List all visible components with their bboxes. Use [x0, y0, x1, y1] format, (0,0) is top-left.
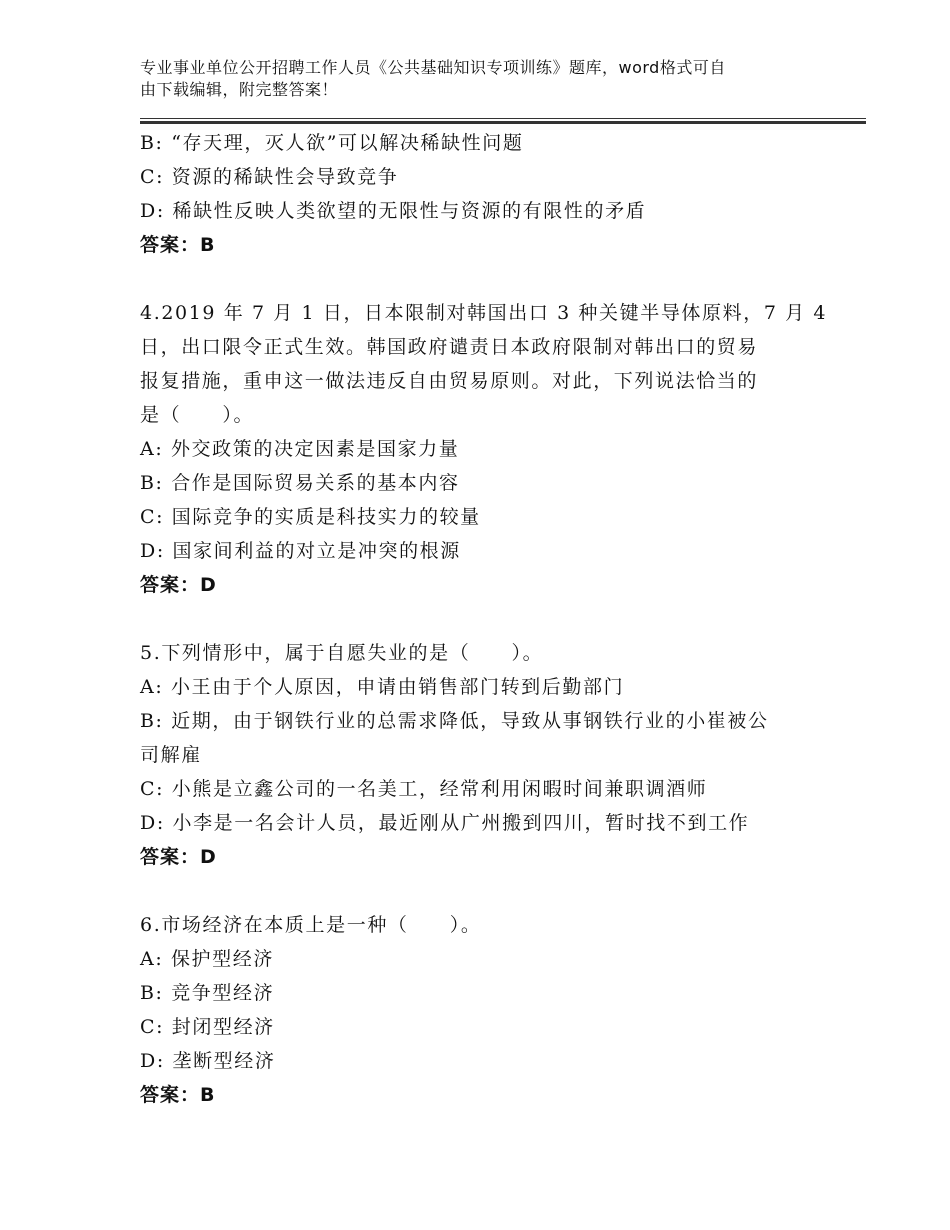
question-stem-line: 是（ ）。: [140, 404, 255, 426]
question-5: [140, 636, 820, 874]
answer: 答案：D: [140, 574, 217, 596]
question-stem: 5.下列情形中，属于自愿失业的是（ ）。: [140, 642, 544, 664]
option-d: D: 国家间利益的对立是冲突的根源: [140, 540, 461, 562]
option-b: B: “存天理，灭人欲”可以解决稀缺性问题: [140, 132, 524, 154]
option-d: D: 稀缺性反映人类欲望的无限性与资源的有限性的矛盾: [140, 200, 647, 222]
option-b-continued: 司解雇: [140, 744, 202, 766]
option-b: B: 近期，由于钢铁行业的总需求降低，导致从事钢铁行业的小崔被公: [140, 710, 769, 732]
question-stem: 6.市场经济在本质上是一种（ ）。: [140, 914, 482, 936]
answer: 答案：D: [140, 846, 217, 868]
spacer: [140, 262, 820, 296]
question-stem-line: 报复措施，重申这一做法违反自由贸易原则。对此，下列说法恰当的: [140, 370, 759, 392]
question-list: [140, 126, 828, 1112]
option-c: C: 小熊是立鑫公司的一名美工，经常利用闲暇时间兼职调酒师: [140, 778, 708, 800]
answer: 答案：B: [140, 1084, 216, 1106]
option-b: B: 竞争型经济: [140, 982, 275, 1004]
option-c: C: 国际竞争的实质是科技实力的较量: [140, 506, 481, 528]
header-line-1: 专业事业单位公开招聘工作人员《公共基础知识专项训练》题库，word格式可自: [140, 58, 726, 77]
spacer: [140, 874, 820, 908]
question-stem-line: 4.2019 年 7 月 1 日，日本限制对韩国出口 3 种关键半导体原料，7 月 4: [140, 302, 828, 324]
question-6: [140, 908, 820, 1112]
question-stem-line: 日，出口限令正式生效。韩国政府谴责日本政府限制对韩出口的贸易: [140, 336, 759, 358]
question-3: [140, 126, 820, 262]
option-a: A: 外交政策的决定因素是国家力量: [140, 438, 460, 460]
option-c: C: 资源的稀缺性会导致竞争: [140, 166, 399, 188]
spacer: [140, 602, 820, 636]
header-rule-thin: [140, 118, 866, 119]
option-a: A: 保护型经济: [140, 948, 274, 970]
answer: 答案：B: [140, 234, 216, 256]
header-rule-thick: [140, 121, 866, 124]
option-c: C: 封闭型经济: [140, 1016, 275, 1038]
option-a: A: 小王由于个人原因，申请由销售部门转到后勤部门: [140, 676, 625, 698]
header-line-2: 由下载编辑，附完整答案！: [140, 80, 339, 99]
option-d: D: 小李是一名会计人员，最近刚从广州搬到四川，暂时找不到工作: [140, 812, 750, 834]
option-d: D: 垄断型经济: [140, 1050, 276, 1072]
question-4: [140, 296, 828, 602]
option-b: B: 合作是国际贸易关系的基本内容: [140, 472, 460, 494]
page-header: [140, 57, 810, 101]
